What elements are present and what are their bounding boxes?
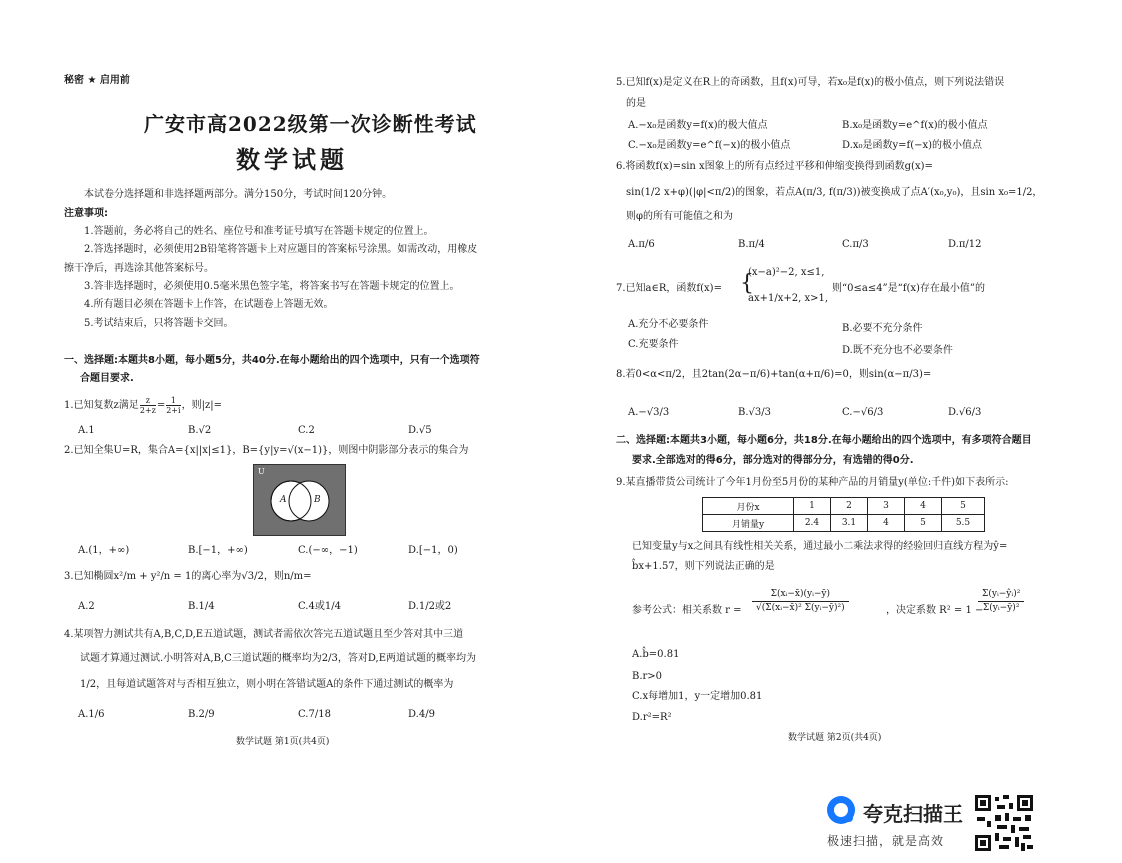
sales-table xyxy=(702,497,985,532)
question-4-line-2: 试题才算通过测试.小明答对A,B,C三道试题的概率均为2/3，答对D,E两道试题的概率均为 xyxy=(80,653,476,664)
question-1-stem: 1.已知复数z满足 $\frac{z}{2+z}$ = $\frac{1}{2+i}$ ，则|z|= xyxy=(64,396,222,415)
r-squared-label: ，决定系数 R² = 1 − xyxy=(886,605,984,616)
section-2-heading: 二、选择题:本题共3小题，每小题6分，共18分.在每小题给出的四个选项中，有多项符合题目 xyxy=(616,435,1032,446)
q7-option-c: C.充要条件 xyxy=(628,339,679,350)
table-row xyxy=(703,498,985,515)
piecewise-brace: { xyxy=(740,271,754,296)
qr-code-icon xyxy=(973,793,1035,853)
table-cell: 5.5 xyxy=(942,515,985,532)
note-2-cont: 擦干净后，再选涂其他答案标号。 xyxy=(64,263,214,274)
q4-option-b: B.2/9 xyxy=(188,709,215,720)
table-cell: 3.1 xyxy=(831,515,868,532)
q4-option-d: D.4/9 xyxy=(408,709,435,720)
q2-option-b: B.[−1，+∞) xyxy=(188,545,248,556)
table-cell: 4 xyxy=(905,498,942,515)
q3-option-a: A.2 xyxy=(78,601,95,612)
q4-option-a: A.1/6 xyxy=(78,709,105,720)
question-8-stem: 8.若0<α<π/2，且2tan(2α−π/6)+tan(α+π/6)=0，则sin(α−π/3)= xyxy=(616,369,932,380)
q1-option-b: B.√2 xyxy=(188,425,212,436)
q8-option-d: D.√6/3 xyxy=(948,407,982,418)
exam-page-2 xyxy=(600,0,1122,863)
question-5-line-1: 5.已知f(x)是定义在R上的奇函数，且f(x)可导，若x₀是f(x)的极小值点，则下列说法错误 xyxy=(616,77,1005,88)
table-cell: 5 xyxy=(942,498,985,515)
question-4-line-1: 4.某项智力测试共有A,B,C,D,E五道试题，测试者需依次答完五道试题且至少答对其中三道 xyxy=(64,629,464,640)
page-1-footer: 数学试题 第1页(共4页) xyxy=(236,737,330,747)
note-4: 4.所有题目必须在答题卡上作答，在试题卷上答题无效。 xyxy=(84,299,334,310)
page-2-footer: 数学试题 第2页(共4页) xyxy=(788,733,882,743)
reference-formula-label: 参考公式：相关系数 r = xyxy=(632,605,742,616)
r-squared-formula: Σ(yᵢ−ŷᵢ)² Σ(yᵢ−ȳ)² xyxy=(978,588,1024,615)
q7-option-d: D.既不充分也不必要条件 xyxy=(842,345,953,356)
q9-option-c: C.x每增加1，y一定增加0.81 xyxy=(632,691,763,702)
q5-option-a: A.−x₀是函数y=f(x)的极大值点 xyxy=(628,120,768,131)
q3-option-b: B.1/4 xyxy=(188,601,215,612)
q2-option-c: C.(−∞，−1) xyxy=(298,545,358,556)
q5-option-b: B.x₀是函数y=e^f(x)的极小值点 xyxy=(842,120,988,131)
subject-title: 数学试题 xyxy=(236,145,348,174)
q1-option-d: D.√5 xyxy=(408,425,432,436)
q1-option-a: A.1 xyxy=(78,425,95,436)
q6-option-b: B.π/4 xyxy=(738,239,765,250)
notes-header: 注意事项: xyxy=(64,208,108,219)
table-cell: 月份x xyxy=(703,498,794,515)
q3-option-d: D.1/2或2 xyxy=(408,601,452,612)
exam-title: 广安市高2022级第一次诊断性考试 xyxy=(144,112,477,136)
q9-option-a: A.b̂=0.81 xyxy=(632,649,680,660)
q8-option-c: C.−√6/3 xyxy=(842,407,884,418)
q6-option-a: A.π/6 xyxy=(628,239,655,250)
question-4-line-3: 1/2，且每道试题答对与否相互独立，则小明在答错试题A的条件下通过测试的概率为 xyxy=(80,679,454,690)
table-cell: 2 xyxy=(831,498,868,515)
table-cell: 4 xyxy=(868,515,905,532)
venn-label-b: B xyxy=(314,495,321,505)
question-9-line-3: b̂x+1.57，则下列说法正确的是 xyxy=(632,561,775,572)
venn-label-a: A xyxy=(280,495,287,505)
table-cell: 月销量y xyxy=(703,515,794,532)
q6-option-d: D.π/12 xyxy=(948,239,982,250)
q8-option-b: B.√3/3 xyxy=(738,407,771,418)
q4-option-c: C.7/18 xyxy=(298,709,331,720)
table-cell: 3 xyxy=(868,498,905,515)
question-7-tail: 则“0≤a≤4”是“f(x)存在最小值”的 xyxy=(832,283,986,294)
question-2-stem: 2.已知全集U=R，集合A={x||x|≤1}，B={y|y=√(x−1)}，则图中阴影部分表示的集合为 xyxy=(64,445,469,456)
correlation-formula: Σ(xᵢ−x̄)(yᵢ−ȳ) √(Σ(xᵢ−x̄)² Σ(yᵢ−ȳ)²) xyxy=(752,588,849,615)
note-2: 2.答选择题时，必须使用2B铅笔将答题卡上对应题目的答案标号涂黑。如需改动，用橡皮 xyxy=(84,244,478,255)
confidential-label: 秘密 ★ 启用前 xyxy=(64,75,130,86)
section-1-heading: 一、选择题:本题共8小题，每小题5分，共40分.在每小题给出的四个选项中，只有一个选项符 xyxy=(64,355,480,366)
q8-option-a: A.−√3/3 xyxy=(628,407,670,418)
table-cell: 2.4 xyxy=(794,515,831,532)
question-6-line-2: sin(1/2 x+φ)(|φ|<π/2)的图象，若点A(π/3, f(π/3))被变换成了点A′(x₀,y₀)，且sin x₀=1/2， xyxy=(626,187,1043,198)
question-3-stem: 3.已知椭圆x²/m + y²/n = 1的离心率为√3/2，则n/m= xyxy=(64,571,312,582)
scanner-brand: 夸克扫描王 xyxy=(863,802,963,826)
q1-option-c: C.2 xyxy=(298,425,315,436)
table-row xyxy=(703,515,985,532)
question-6-line-3: 则φ的所有可能值之和为 xyxy=(626,211,734,222)
q2-option-d: D.[−1，0) xyxy=(408,545,458,556)
section-1-heading-cont: 合题目要求. xyxy=(80,373,134,384)
question-7-stem: 7.已知a∈R，函数f(x)= xyxy=(616,283,722,294)
piece-2: ax+1/x+2, x>1, xyxy=(748,293,829,304)
section-2-heading-cont: 要求.全部选对的得6分，部分选对的得部分分，有选错的得0分. xyxy=(632,455,914,466)
q3-option-c: C.4或1/4 xyxy=(298,601,341,612)
table-cell: 1 xyxy=(794,498,831,515)
question-9-line-2: 已知变量y与x之间具有线性相关关系，通过最小二乘法求得的经验回归直线方程为ŷ= xyxy=(632,541,1008,552)
venn-diagram xyxy=(253,464,346,536)
scanner-slogan: 极速扫描，就是高效 xyxy=(827,834,945,848)
q2-option-a: A.(1，+∞) xyxy=(78,545,130,556)
quark-logo-icon xyxy=(827,796,855,824)
q6-option-c: C.π/3 xyxy=(842,239,869,250)
question-6-line-1: 6.将函数f(x)=sin x图象上的所有点经过平移和伸缩变换得到函数g(x)= xyxy=(616,161,933,172)
q9-option-d: D.r²=R² xyxy=(632,712,672,723)
intro-text: 本试卷分选择题和非选择题两部分。满分150分，考试时间120分钟。 xyxy=(84,189,393,200)
piece-1: (x−a)²−2, x≤1, xyxy=(748,267,825,278)
note-5: 5.考试结束后，只将答题卡交回。 xyxy=(84,318,234,329)
q7-option-b: B.必要不充分条件 xyxy=(842,323,923,334)
q5-option-c: C.−x₀是函数y=e^f(−x)的极小值点 xyxy=(628,140,791,151)
table-cell: 5 xyxy=(905,515,942,532)
note-1: 1.答题前，务必将自己的姓名、座位号和准考证号填写在答题卡规定的位置上。 xyxy=(84,226,434,237)
q5-option-d: D.x₀是函数y=f(−x)的极小值点 xyxy=(842,140,983,151)
q7-option-a: A.充分不必要条件 xyxy=(628,319,709,330)
note-3: 3.答非选择题时，必须使用0.5毫米黑色签字笔，将答案书写在答题卡规定的位置上。 xyxy=(84,281,460,292)
question-9-line-1: 9.某直播带货公司统计了今年1月份至5月份的某种产品的月销量y(单位:千件)如下表所示: xyxy=(616,477,1009,488)
venn-label-u: U xyxy=(258,467,265,476)
q9-option-b: B.r>0 xyxy=(632,671,663,682)
question-5-line-2: 的是 xyxy=(626,98,646,109)
